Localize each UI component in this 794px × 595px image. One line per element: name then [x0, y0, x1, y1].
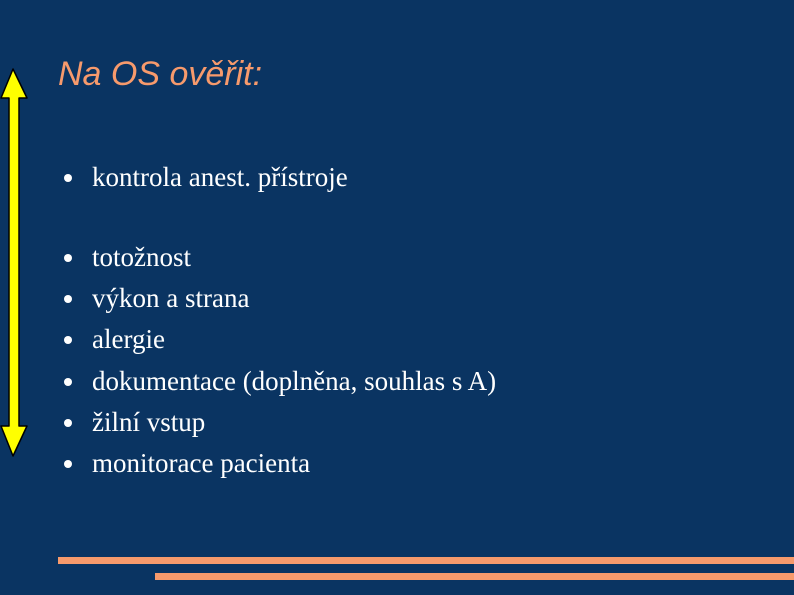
- decorative-bar-bottom: [155, 573, 794, 580]
- bullet-icon: [64, 295, 72, 303]
- slide-title: Na OS ověřit:: [58, 55, 263, 93]
- bullet-text: dokumentace (doplněna, souhlas s A): [92, 366, 497, 396]
- bullet-text: totožnost: [92, 242, 191, 272]
- bullet-icon: [64, 336, 72, 344]
- bullet-icon: [64, 174, 72, 182]
- bullet-text: alergie: [92, 324, 165, 354]
- bullet-text: výkon a strana: [92, 283, 250, 313]
- bullet-text: kontrola anest. přístroje: [92, 162, 348, 192]
- bullet-text: monitorace pacienta: [92, 448, 311, 478]
- bullet-icon: [64, 378, 72, 386]
- decorative-bar-top: [58, 557, 794, 564]
- bullet-icon: [64, 254, 72, 262]
- double-arrow-icon: [0, 68, 28, 458]
- bullet-text: žilní vstup: [92, 407, 206, 437]
- bullet-icon: [64, 419, 72, 427]
- bullet-icon: [64, 460, 72, 468]
